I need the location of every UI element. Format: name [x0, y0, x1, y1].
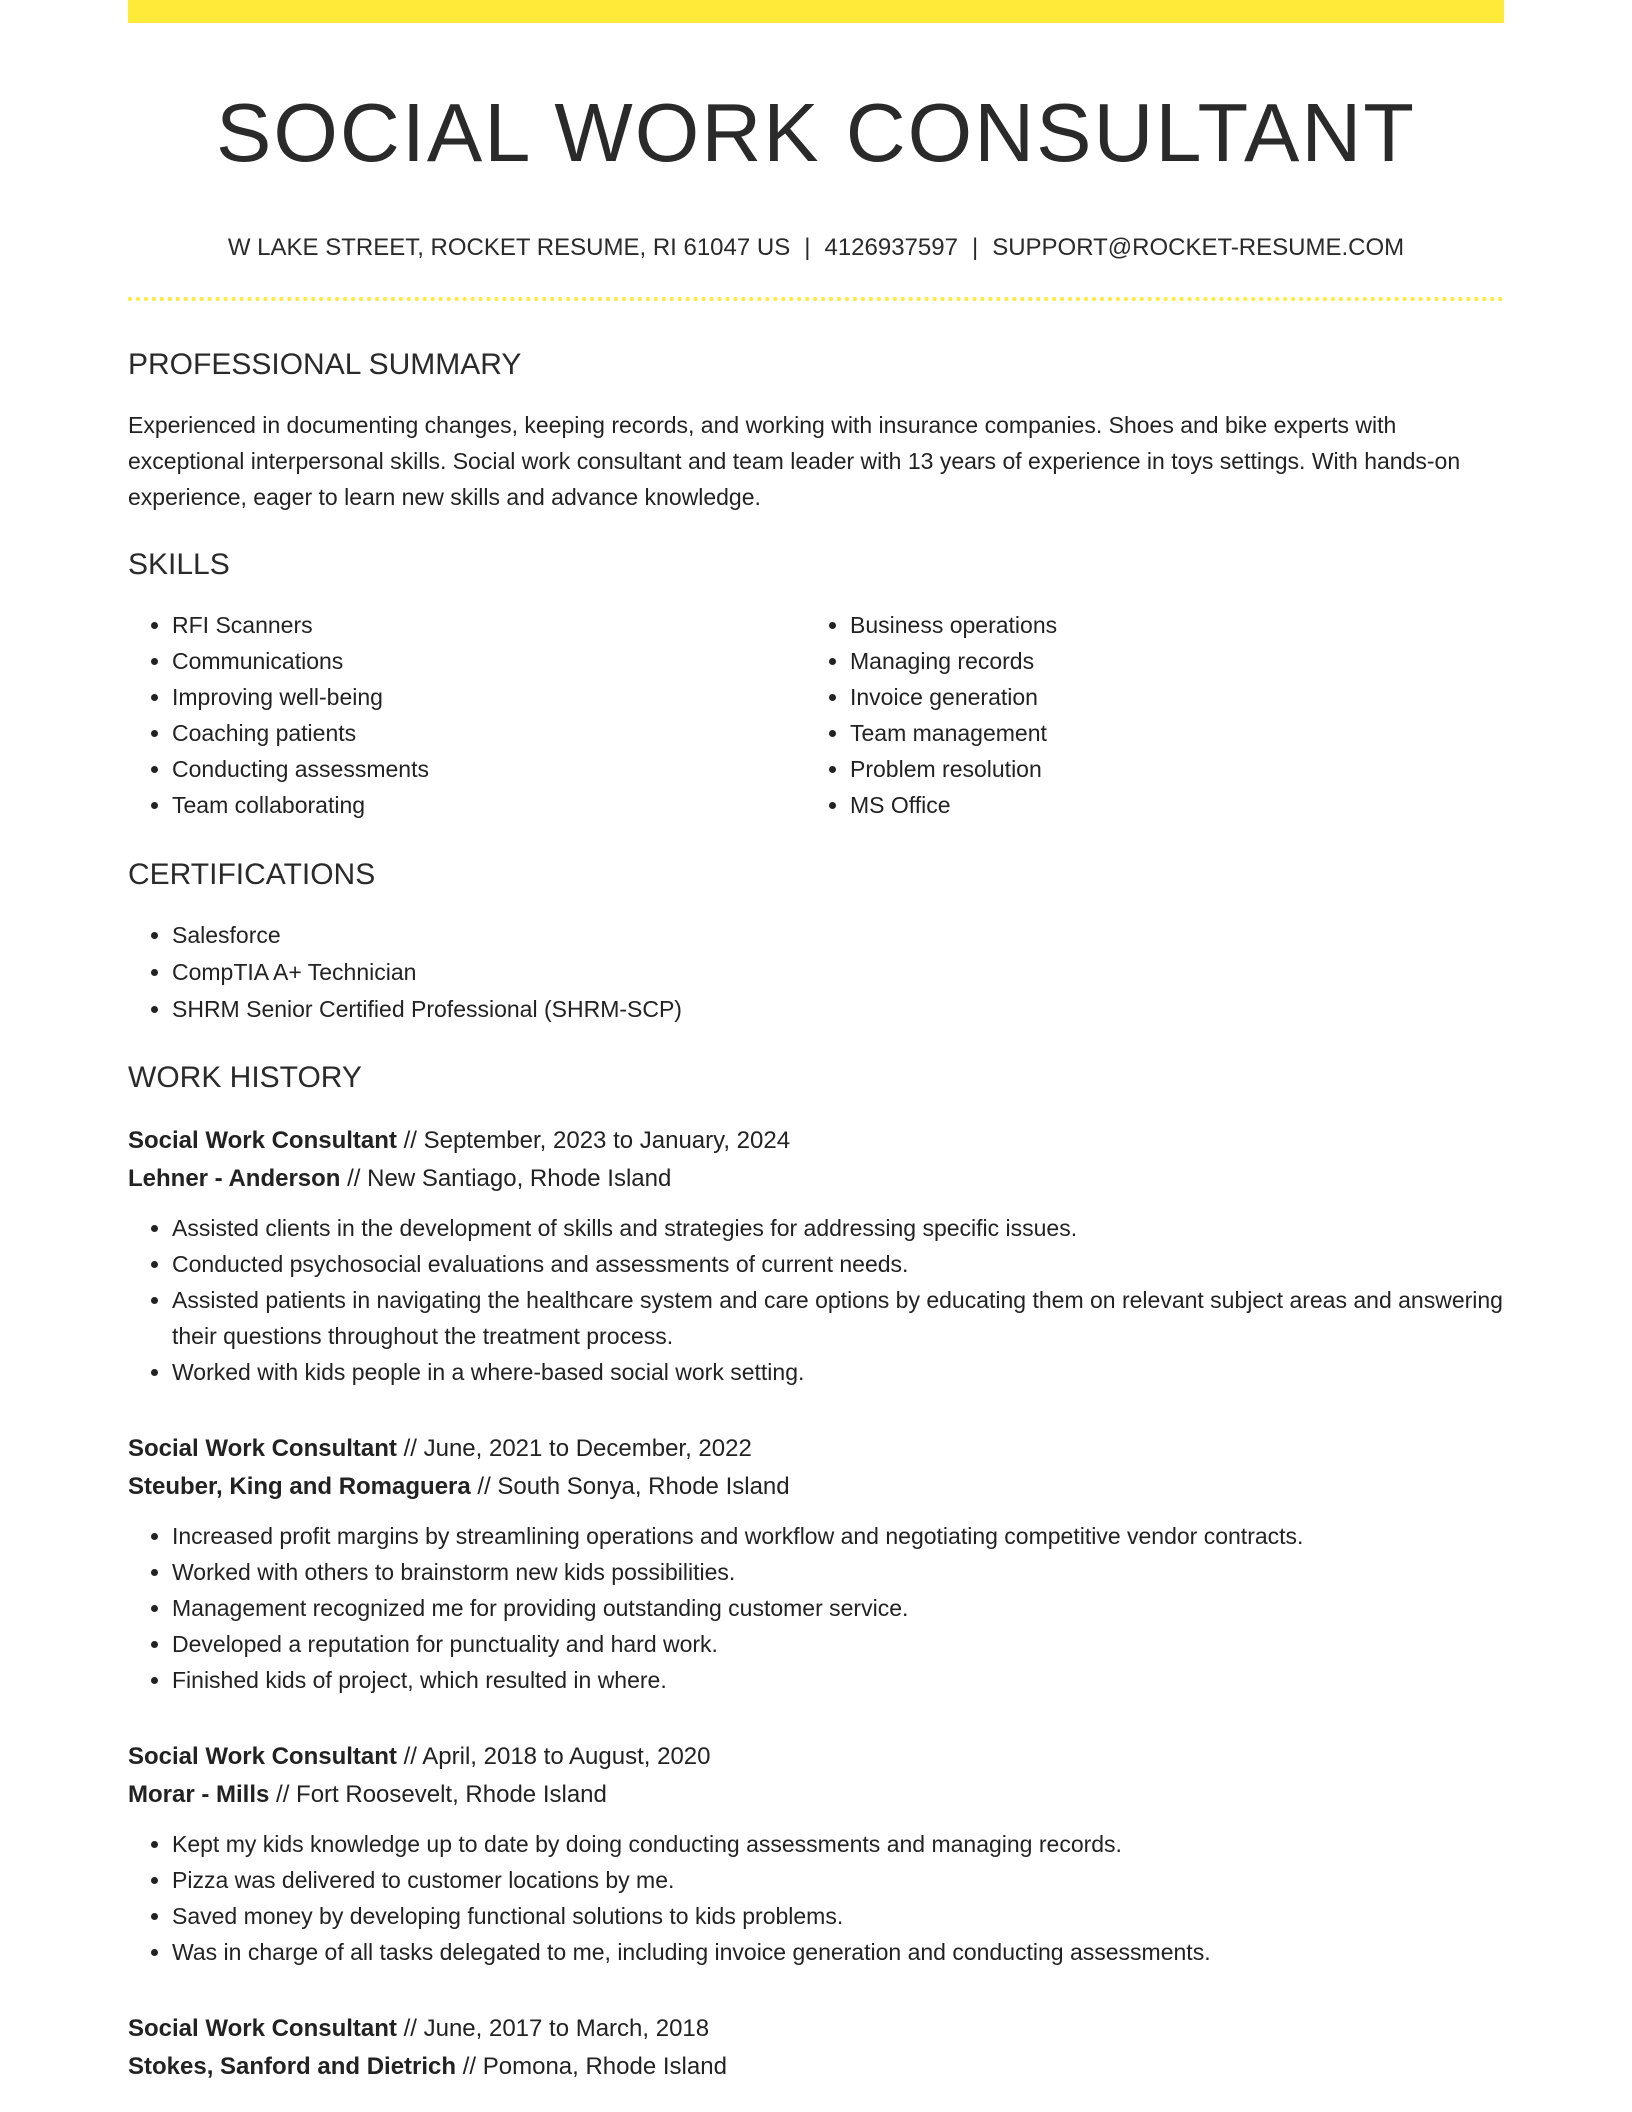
job-company: Lehner - Anderson: [128, 1165, 341, 1193]
job-bullet: • Was in charge of all tasks delegated to me, including invoice generation and conducting assessments.: [172, 1934, 1504, 1970]
skill-item: • Managing records: [850, 643, 1484, 679]
job-entry: [128, 1122, 1504, 1390]
job-entry: [128, 1738, 1504, 1970]
skill-item: • RFI Scanners: [172, 607, 806, 643]
job-title: Social Work Consultant: [128, 2015, 397, 2043]
job-company: Stokes, Sanford and Dietrich: [128, 2053, 457, 2081]
resume-page: [128, 0, 1504, 2086]
skill-item: • Coaching patients: [172, 715, 806, 751]
job-title: Social Work Consultant: [128, 1435, 397, 1463]
skill-item: • Team management: [850, 715, 1484, 751]
skills-grid: [128, 607, 1504, 823]
job-bullet: • Pizza was delivered to customer locations by me.: [172, 1862, 1504, 1898]
certification-item: • Salesforce: [172, 917, 1504, 954]
certifications-list: [128, 917, 1504, 1028]
job-entry: [128, 2010, 1504, 2086]
job-title-line: [128, 1738, 1504, 1776]
resume-title: SOCIAL WORK CONSULTANT: [216, 86, 1416, 179]
summary-text: Experienced in documenting changes, keeping records, and working with insurance companies. Shoes and bike experts with exceptional interpersonal skills. Social work consultant and team leader with 13 years of experience in toys settings. With hands-on experience, eager to learn new skills and advance knowledge.: [128, 412, 1461, 511]
job-bullets: [128, 1518, 1504, 1698]
dotted-divider: [128, 297, 1504, 301]
job-company-line: [128, 1160, 1504, 1198]
job-entry: [128, 1430, 1504, 1698]
job-company-line: [128, 1776, 1504, 1814]
certifications-heading: CERTIFICATIONS: [128, 858, 376, 892]
job-dates: // June, 2021 to December, 2022: [396, 1435, 752, 1463]
work-history-heading: WORK HISTORY: [128, 1061, 362, 1095]
contact-email: SUPPORT@ROCKET-RESUME.COM: [992, 234, 1405, 262]
job-bullet: • Assisted patients in navigating the healthcare system and care options by educating them on relevant subject areas and answering their questions throughout the treatment process.: [172, 1282, 1504, 1354]
job-bullet: • Kept my kids knowledge up to date by doing conducting assessments and managing records.: [172, 1826, 1504, 1862]
skill-item: • Problem resolution: [850, 751, 1484, 787]
skill-item: • Improving well-being: [172, 679, 806, 715]
job-company: Morar - Mills: [128, 1781, 270, 1809]
job-dates: // September, 2023 to January, 2024: [396, 1127, 791, 1155]
job-dates: // April, 2018 to August, 2020: [396, 1743, 711, 1771]
job-company: Steuber, King and Romaguera: [128, 1473, 471, 1501]
job-bullet: • Increased profit margins by streamlining operations and workflow and negotiating competitive vendor contracts.: [172, 1518, 1504, 1554]
job-dates: // June, 2017 to March, 2018: [396, 2015, 710, 2043]
certification-item: • CompTIA A+ Technician: [172, 954, 1504, 991]
job-bullet: • Management recognized me for providing outstanding customer service.: [172, 1590, 1504, 1626]
accent-bar: [128, 0, 1504, 23]
job-company-line: [128, 1468, 1504, 1506]
job-title: Social Work Consultant: [128, 1743, 397, 1771]
job-title-line: [128, 1122, 1504, 1160]
job-title: Social Work Consultant: [128, 1127, 397, 1155]
contact-phone: 4126937597: [824, 234, 958, 262]
job-bullet: • Worked with others to brainstorm new kids possibilities.: [172, 1554, 1504, 1590]
contact-separator: |: [971, 234, 979, 262]
summary-section: [128, 347, 1504, 515]
job-bullets: [128, 1210, 1504, 1390]
certification-item: • SHRM Senior Certified Professional (SHRM-SCP): [172, 991, 1504, 1028]
skill-item: • MS Office: [850, 787, 1484, 823]
job-title-line: [128, 2010, 1504, 2048]
job-bullet: • Assisted clients in the development of skills and strategies for addressing specific issues.: [172, 1210, 1504, 1246]
job-location: // Fort Roosevelt, Rhode Island: [269, 1781, 607, 1809]
contact-separator: |: [804, 234, 811, 262]
job-bullets: [128, 1826, 1504, 1970]
certifications-section: [128, 857, 1504, 1028]
job-title-line: [128, 1430, 1504, 1468]
skills-heading: SKILLS: [128, 548, 230, 582]
skill-item: • Team collaborating: [172, 787, 806, 823]
skill-item: • Communications: [172, 643, 806, 679]
job-bullet: • Conducted psychosocial evaluations and assessments of current needs.: [172, 1246, 1504, 1282]
job-company-line: [128, 2048, 1504, 2086]
job-location: // New Santiago, Rhode Island: [340, 1165, 672, 1193]
work-history-section: [128, 1060, 1504, 2086]
skills-list-left: [128, 607, 806, 823]
skill-item: • Invoice generation: [850, 679, 1484, 715]
job-bullet: • Finished kids of project, which resulted in where.: [172, 1662, 1504, 1698]
job-bullet: • Worked with kids people in a where-based social work setting.: [172, 1354, 1504, 1390]
job-bullet: • Saved money by developing functional solutions to kids problems.: [172, 1898, 1504, 1934]
summary-heading: PROFESSIONAL SUMMARY: [128, 348, 522, 382]
skills-section: [128, 547, 1504, 823]
skill-item: • Conducting assessments: [172, 751, 806, 787]
job-location: // South Sonya, Rhode Island: [470, 1473, 790, 1501]
contact-address: W LAKE STREET, ROCKET RESUME, RI 61047 US: [227, 234, 791, 262]
job-bullet: • Developed a reputation for punctuality and hard work.: [172, 1626, 1504, 1662]
job-location: // Pomona, Rhode Island: [456, 2053, 727, 2081]
skill-item: • Business operations: [850, 607, 1484, 643]
skills-list-right: [806, 607, 1484, 823]
contact-line: [128, 232, 1504, 263]
